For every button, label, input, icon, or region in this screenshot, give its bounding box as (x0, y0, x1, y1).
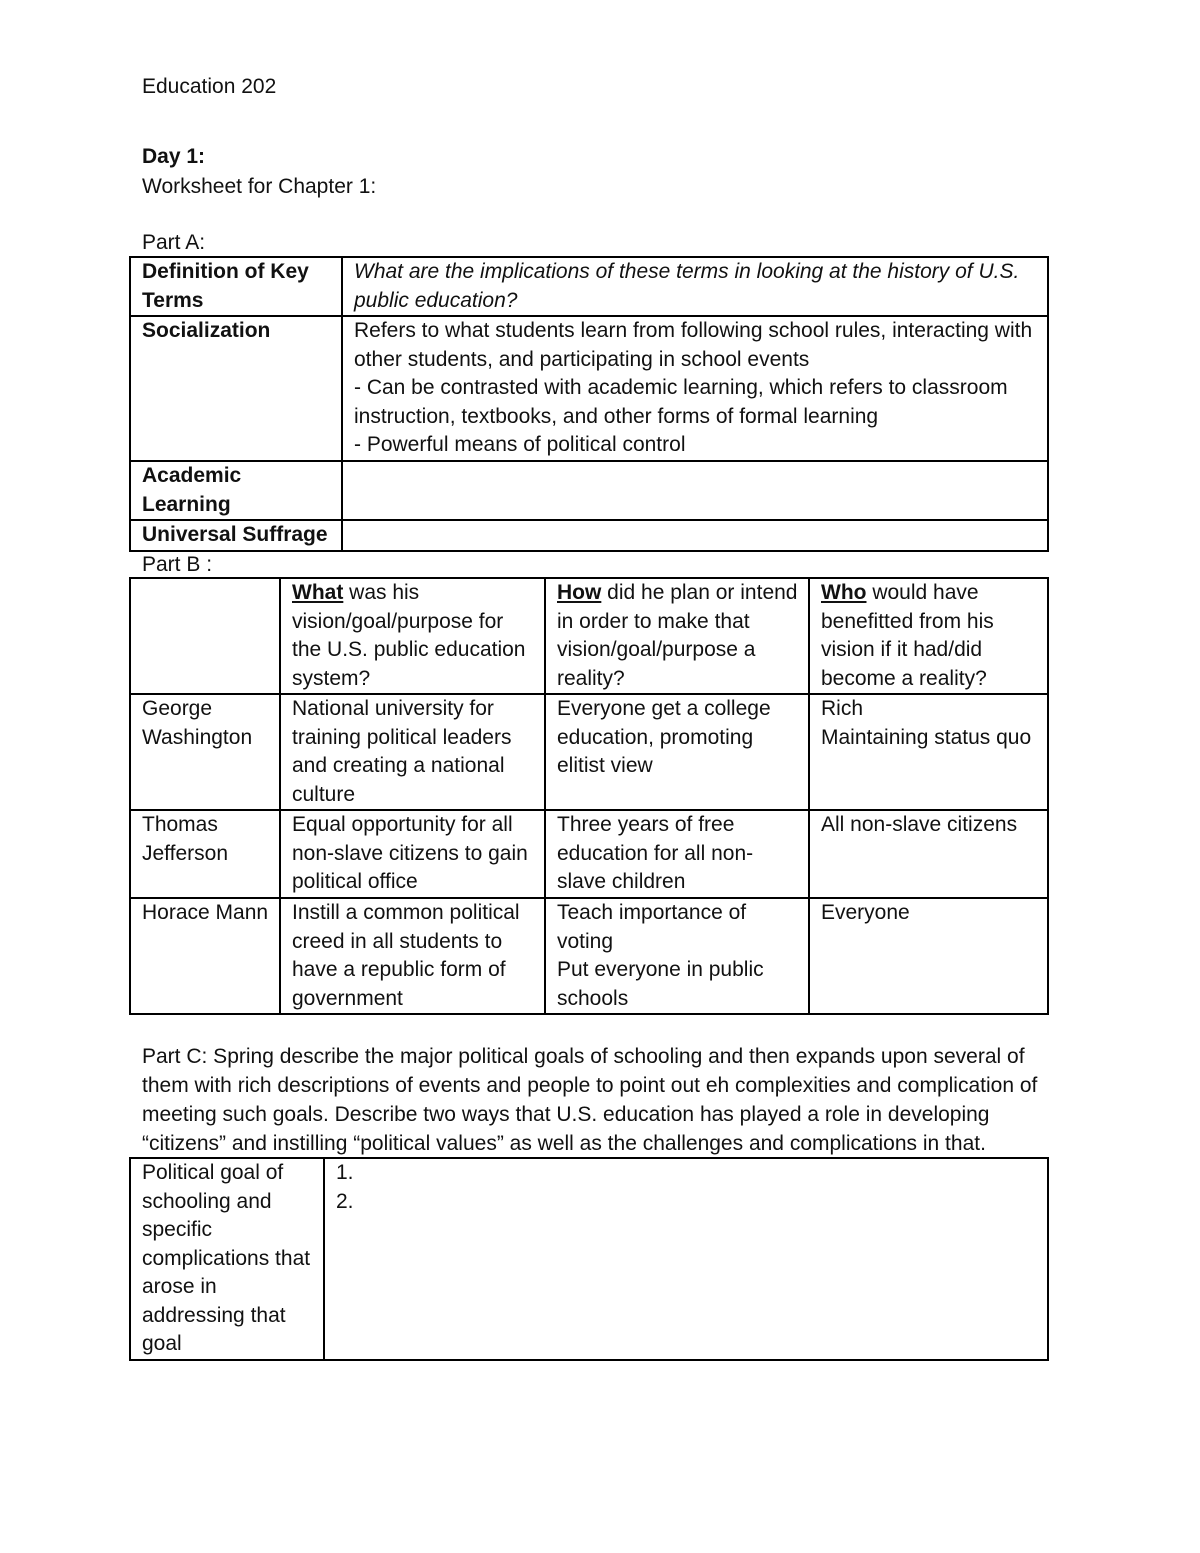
term-socialization: Socialization (130, 316, 342, 461)
person-name: Thomas Jefferson (130, 810, 280, 898)
part-a-header-terms: Definition of Key Terms (130, 257, 342, 316)
day-label: Day 1: (142, 145, 206, 168)
header-what (280, 578, 545, 694)
worksheet-title: Worksheet for Chapter 1: (142, 175, 377, 198)
political-goal-label: Political goal of schooling and specific complications that arose in addressing that goal (130, 1158, 324, 1360)
header-how-key: How (557, 581, 602, 604)
header-how-text: did he plan or intend in order to make that vision/goal/purpose a reality? (557, 581, 798, 690)
washington-what: National university for training political leaders and creating a national culture (280, 694, 545, 810)
table-row (130, 694, 1048, 810)
answer-item: 2. (336, 1189, 354, 1213)
course-title: Education 202 (142, 75, 277, 98)
part-a-table (129, 256, 1049, 552)
term-academic-learning: Academic Learning (130, 461, 342, 520)
cell-line: Teach importance of voting (557, 901, 747, 953)
header-what-text: was his vision/goal/purpose for the U.S. public education system? (292, 581, 526, 690)
table-row (130, 1158, 1048, 1360)
jefferson-how: Three years of free education for all non-slave children (545, 810, 809, 898)
table-row (130, 461, 1048, 520)
term-universal-suffrage: Universal Suffrage (130, 520, 342, 551)
header-who-text: would have benefitted from his vision if it had/did become a reality? (821, 581, 994, 690)
empty-header-cell (130, 578, 280, 694)
mann-who: Everyone (809, 898, 1048, 1014)
universal-suffrage-notes[interactable] (342, 520, 1048, 551)
cell-line: Put everyone in public schools (557, 958, 764, 1010)
washington-who (809, 694, 1048, 810)
cell-line: Rich (821, 697, 864, 720)
academic-learning-notes[interactable] (342, 461, 1048, 520)
part-a-header-implications: What are the implications of these terms in looking at the history of U.S. public education? (342, 257, 1048, 316)
person-name: Horace Mann (130, 898, 280, 1014)
part-b-label: Part B : (142, 553, 213, 576)
jefferson-what: Equal opportunity for all non-slave citizens to gain political office (280, 810, 545, 898)
table-row (130, 578, 1048, 694)
table-row (130, 898, 1048, 1014)
jefferson-who: All non-slave citizens (809, 810, 1048, 898)
header-who-key: Who (821, 581, 867, 604)
part-b-table (129, 577, 1049, 1015)
part-a-label: Part A: (142, 231, 206, 254)
part-c-table (129, 1157, 1049, 1361)
note-line: - Powerful means of political control (354, 433, 686, 456)
header-how (545, 578, 809, 694)
header-who (809, 578, 1048, 694)
person-name: George Washington (130, 694, 280, 810)
header-what-key: What (292, 581, 344, 604)
note-line: - Can be contrasted with academic learning, which refers to classroom instruction, textbooks, and other forms of formal learning (354, 376, 1008, 428)
table-row (130, 520, 1048, 551)
washington-how: Everyone get a college education, promoting elitist view (545, 694, 809, 810)
table-row (130, 810, 1048, 898)
part-c-prompt: Part C: Spring describe the major political goals of schooling and then expands upon several of them with rich descriptions of events and people to point out eh complexities and complication of meeting such goals. Describe two ways that U.S. education has played a role in developing “citizens” and instilling “political values” as well as the challenges and complications in that. (142, 1045, 1038, 1155)
mann-what: Instill a common political creed in all students to have a republic form of government (280, 898, 545, 1014)
table-row (130, 316, 1048, 461)
political-goal-answers[interactable] (324, 1158, 1048, 1360)
answer-item: 1. (336, 1161, 354, 1184)
note-line: Refers to what students learn from following school rules, interacting with other students, and participating in school events (354, 319, 1033, 371)
cell-line: Maintaining status quo (821, 725, 1032, 749)
table-row (130, 257, 1048, 316)
mann-how (545, 898, 809, 1014)
socialization-notes (342, 316, 1048, 461)
